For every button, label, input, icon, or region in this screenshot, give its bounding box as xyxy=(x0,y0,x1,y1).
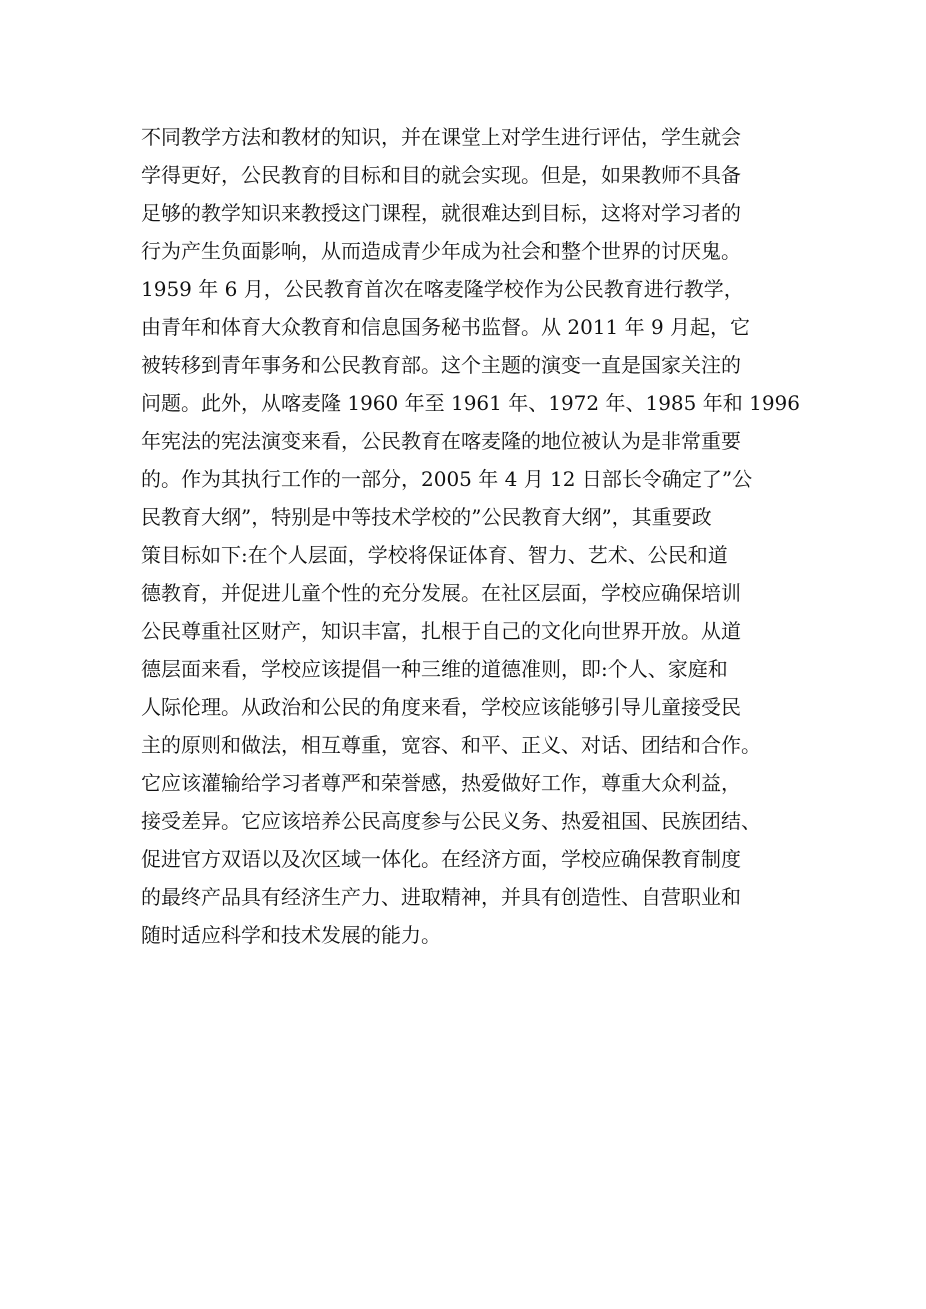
text-line-5: 1959 年 6 月，公民教育首次在喀麦隆学校作为公民教育进行教学， xyxy=(141,277,744,301)
text-line-3: 足够的教学知识来教授这门课程，就很难达到目标，这将对学习者的 xyxy=(141,201,741,225)
body-text xyxy=(141,118,801,954)
text-line-20: 促进官方双语以及次区域一体化。在经济方面，学校应确保教育制度 xyxy=(141,847,741,871)
text-line-1: 不同教学方法和教材的知识，并在课堂上对学生进行评估，学生就会 xyxy=(141,125,741,149)
text-line-10: 的。作为其执行工作的一部分，2005 年 4 月 12 日部长令确定了”公 xyxy=(141,467,753,491)
text-line-7: 被转移到青年事务和公民教育部。这个主题的演变一直是国家关注的 xyxy=(141,353,741,377)
text-line-6: 由青年和体育大众教育和信息国务秘书监督。从 2011 年 9 月起，它 xyxy=(141,315,751,339)
text-line-15: 德层面来看，学校应该提倡一种三维的道德准则，即:个人、家庭和 xyxy=(141,657,728,681)
text-line-2: 学得更好，公民教育的目标和目的就会实现。但是，如果教师不具备 xyxy=(141,163,741,187)
text-line-4: 行为产生负面影响，从而造成青少年成为社会和整个世界的讨厌鬼。 xyxy=(141,239,741,263)
text-line-18: 它应该灌输给学习者尊严和荣誉感，热爱做好工作，尊重大众利益， xyxy=(141,771,741,795)
text-line-12: 策目标如下:在个人层面，学校将保证体育、智力、艺术、公民和道 xyxy=(141,543,728,567)
text-line-11: 民教育大纲”，特别是中等技术学校的”公民教育大纲”，其重要政 xyxy=(141,505,712,529)
text-line-19: 接受差异。它应该培养公民高度参与公民义务、热爱祖国、民族团结、 xyxy=(141,809,761,833)
text-line-21: 的最终产品具有经济生产力、进取精神，并具有创造性、自营职业和 xyxy=(141,885,741,909)
text-line-22: 随时适应科学和技术发展的能力。 xyxy=(141,923,441,947)
text-line-14: 公民尊重社区财产，知识丰富，扎根于自己的文化向世界开放。从道 xyxy=(141,619,741,643)
text-line-8: 问题。此外，从喀麦隆 1960 年至 1961 年、1972 年、1985 年和 1996 xyxy=(141,391,800,415)
text-line-9: 年宪法的宪法演变来看，公民教育在喀麦隆的地位被认为是非常重要 xyxy=(141,429,741,453)
text-line-16: 人际伦理。从政治和公民的角度来看，学校应该能够引导儿童接受民 xyxy=(141,695,741,719)
text-line-17: 主的原则和做法，相互尊重，宽容、和平、正义、对话、团结和合作。 xyxy=(141,733,761,757)
text-line-13: 德教育，并促进儿童个性的充分发展。在社区层面，学校应确保培训 xyxy=(141,581,741,605)
